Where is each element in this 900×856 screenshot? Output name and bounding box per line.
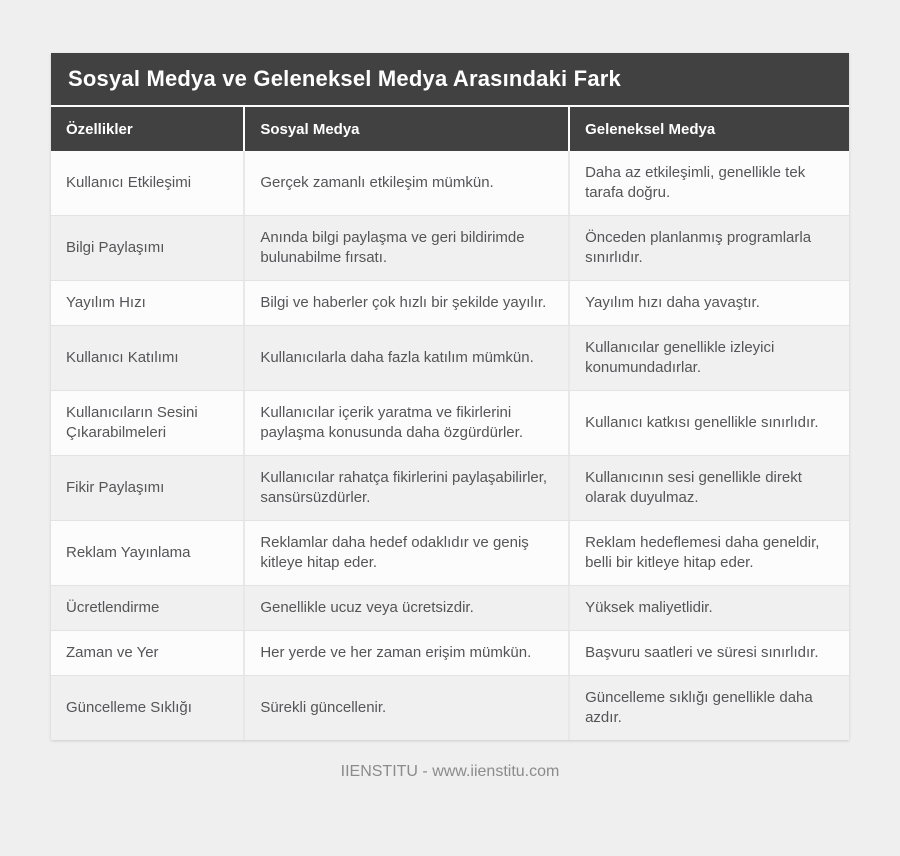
social-media-cell: Anında bilgi paylaşma ve geri bildirimde bulunabilme fırsatı.	[243, 216, 568, 280]
table-row	[51, 325, 849, 390]
column-header-traditional-media: Geleneksel Medya	[568, 107, 849, 151]
feature-cell: Kullanıcı Katılımı	[66, 349, 179, 366]
feature-cell: Kullanıcı Etkileşimi	[66, 174, 192, 191]
social-media-cell: Kullanıcılar rahatça fikirlerini paylaşabilirler, sansürsüzdürler.	[243, 456, 568, 520]
column-header-features: Özellikler	[66, 120, 133, 138]
traditional-media-cell: Önceden planlanmış programlarla sınırlıdır.	[568, 216, 849, 280]
table-row	[51, 585, 849, 630]
table-row	[51, 520, 849, 585]
traditional-media-cell: Kullanıcılar genellikle izleyici konumundadırlar.	[568, 326, 849, 390]
feature-cell: Fikir Paylaşımı	[66, 479, 165, 496]
traditional-media-cell: Daha az etkileşimli, genellikle tek tarafa doğru.	[568, 151, 849, 215]
table-row	[51, 455, 849, 520]
social-media-cell: Bilgi ve haberler çok hızlı bir şekilde yayılır.	[243, 281, 568, 325]
traditional-media-cell: Kullanıcının sesi genellikle direkt olarak duyulmaz.	[568, 456, 849, 520]
traditional-media-cell: Yüksek maliyetlidir.	[568, 586, 849, 630]
table-row	[51, 280, 849, 325]
traditional-media-cell: Güncelleme sıklığı genellikle daha azdır.	[568, 676, 849, 740]
table-row	[51, 630, 849, 675]
feature-cell: Ücretlendirme	[66, 599, 160, 616]
traditional-media-cell: Kullanıcı katkısı genellikle sınırlıdır.	[568, 391, 849, 455]
social-media-cell: Sürekli güncellenir.	[243, 676, 568, 740]
feature-cell: Bilgi Paylaşımı	[66, 239, 165, 256]
social-media-cell: Her yerde ve her zaman erişim mümkün.	[243, 631, 568, 675]
traditional-media-cell: Yayılım hızı daha yavaştır.	[568, 281, 849, 325]
social-media-cell: Reklamlar daha hedef odaklıdır ve geniş kitleye hitap eder.	[243, 521, 568, 585]
table-row	[51, 390, 849, 455]
traditional-media-cell: Başvuru saatleri ve süresi sınırlıdır.	[568, 631, 849, 675]
comparison-table-card	[51, 53, 849, 740]
table-header-row	[51, 107, 849, 151]
traditional-media-cell: Reklam hedeflemesi daha geneldir, belli bir kitleye hitap eder.	[568, 521, 849, 585]
table-row	[51, 151, 849, 215]
feature-cell: Kullanıcıların Sesini Çıkarabilmeleri	[66, 404, 198, 441]
feature-cell: Güncelleme Sıklığı	[66, 699, 192, 716]
social-media-cell: Genellikle ucuz veya ücretsizdir.	[243, 586, 568, 630]
feature-cell: Reklam Yayınlama	[66, 544, 191, 561]
footer-credit: IIENSTITU - www.iienstitu.com	[340, 763, 560, 780]
page-title: Sosyal Medya ve Geleneksel Medya Arasındaki Fark	[51, 53, 849, 107]
social-media-cell: Kullanıcılar içerik yaratma ve fikirlerini paylaşma konusunda daha özgürdürler.	[243, 391, 568, 455]
table-body	[51, 151, 849, 740]
table-row	[51, 215, 849, 280]
social-media-cell: Gerçek zamanlı etkileşim mümkün.	[243, 151, 568, 215]
feature-cell: Yayılım Hızı	[66, 294, 146, 311]
column-header-social-media: Sosyal Medya	[243, 107, 568, 151]
table-row	[51, 675, 849, 740]
social-media-cell: Kullanıcılarla daha fazla katılım mümkün.	[243, 326, 568, 390]
feature-cell: Zaman ve Yer	[66, 644, 159, 661]
